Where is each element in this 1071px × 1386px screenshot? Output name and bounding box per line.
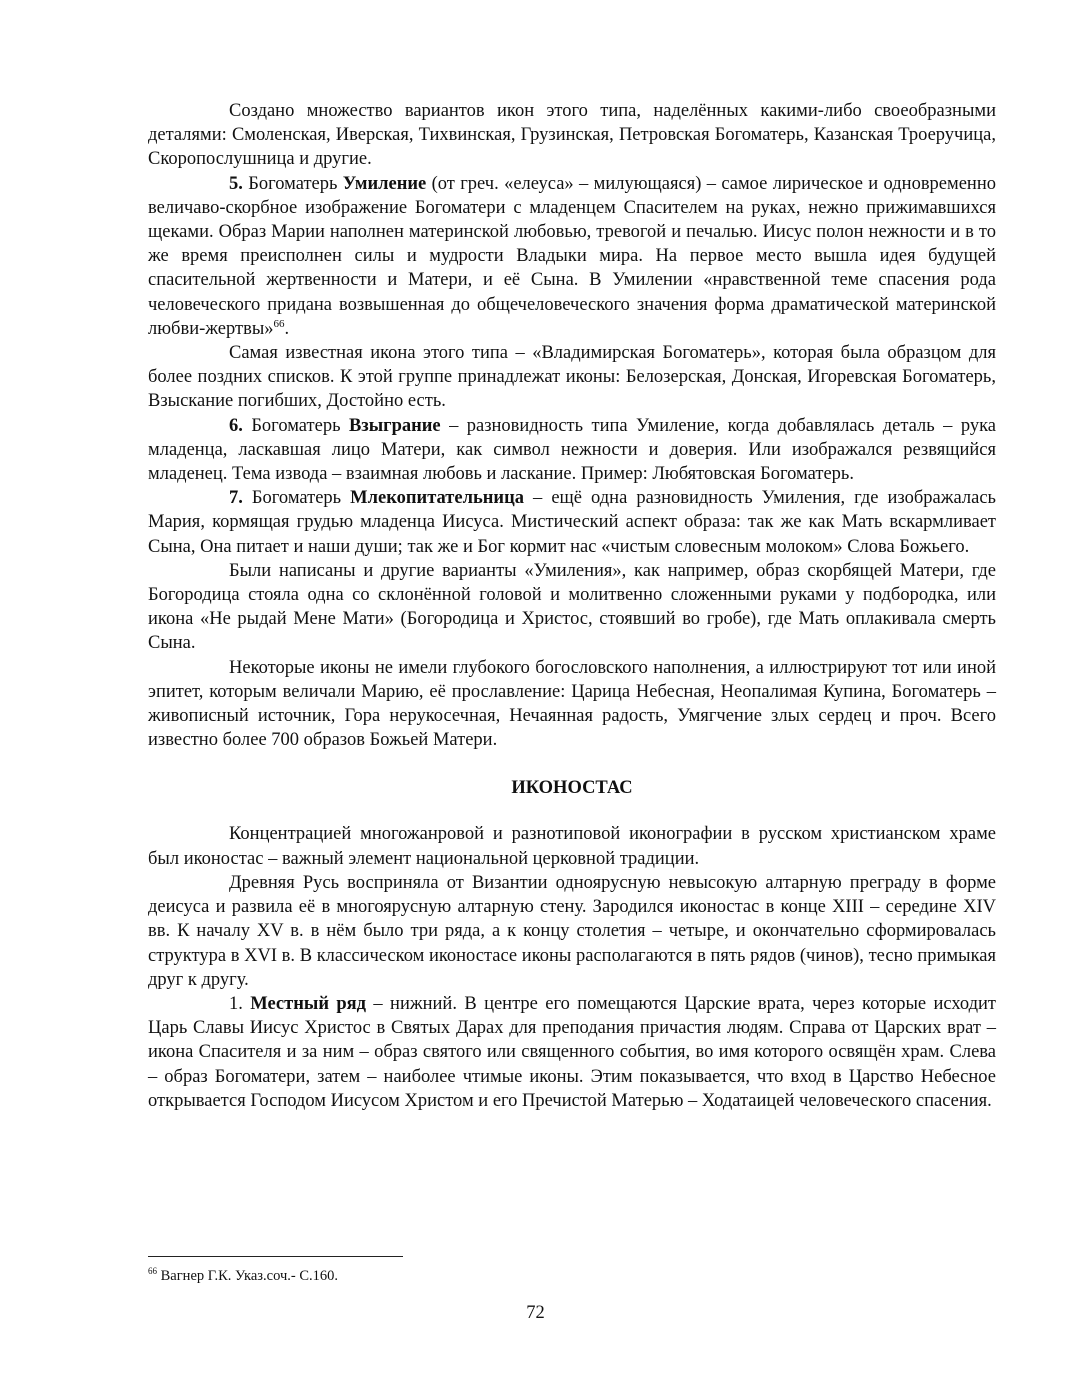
footnote-reference: 66 [273, 317, 285, 330]
paragraph-other-variants: Были написаны и другие варианты «Умиления», как например, образ скорбящей Матери, где Богородица стояла одна со склонённой головой и молитвенно сложенными руками у подбородка, или икона «Не рыдай Мене Мати» (Богородица и Христос, стоявший во гробе), где Мать оплакивала смерть Сына. [148, 560, 996, 654]
paragraph-vladimirskaya: Самая известная икона этого типа – «Владимирская Богоматерь», которая была образцом для более поздних списков. К этой группе принадлежат иконы: Белозерская, Донская, Игоревская Богоматерь, Взыскание погибших, Достойно есть. [148, 343, 996, 412]
item-prefix: Богоматерь [242, 415, 349, 436]
paragraph-vzygranie [148, 414, 996, 487]
paragraph-iconostasis-history: Древняя Русь восприняла от Византии одноярусную невысокую алтарную преграду в форме деисуса и развила её в многоярусную алтарную стену. Зародился иконостас в конце XIII – середине XIV вв. К началу XV в. в нём было три ряда, а к концу столетия – четыре, и окончательно сформировалась структура в XVI в. В классическом иконостасе иконы располагаются в пять рядов (чинов), тесно примыкая друг к другу. [148, 872, 996, 990]
item-term: Млекопитательница [350, 488, 524, 509]
item-term: Умиление [342, 173, 427, 194]
item-text: – разновидность типа Умиление, когда добавлялась деталь – рука младенца, ласкавшая лицо Матери, как символ нежности и доверия. Или изображался резвящийся младенец. Тема извода – взаимная любовь и ласкание. Пример: Любятовская Богоматерь. [148, 415, 996, 485]
item-term: Взыграние [348, 415, 441, 436]
page-body [148, 99, 996, 1113]
item-text: (от греч. «елеуса» – милующаяся) – самое лирическое и одновременно величаво-скорбное изображение Богоматери с младенцем Спасителем на руках, нежно прижимавшихся щеками. Образ Марии наполнен материнской любовью, тревогой и печалью. Иисус полон нежности и в то же время преисполнен силы и мудрости Владыки мира. На первое место вышла идея будущей спасительной жертвенности и Матери, и её Сына. В Умилении «нравственной теме спасения рода человеческого придана возвышенная до общечеловеческого значения форма драматической материнской любви-жертвы» [148, 173, 996, 339]
footnote-text: Вагнер Г.К. Указ.соч.- С.160. [157, 1268, 339, 1284]
page-number: 72 [526, 1303, 545, 1323]
item-prefix: Богоматерь [242, 173, 343, 194]
paragraph-icon-variants: Создано множество вариантов икон этого типа, наделённых какими-либо своеобразными деталями: Смоленская, Иверская, Тихвинская, Грузинская, Петровская Богоматерь, Казанская Троеручица, Скоропослушница и другие. [148, 101, 996, 170]
item-number: 1. [229, 993, 243, 1014]
paragraph-epithets: Некоторые иконы не имели глубокого богословского наполнения, а иллюстрируют тот или иной эпитет, которым величали Марию, её прославление: Царица Небесная, Неопалимая Купина, Богоматерь – живописный источник, Гора нерукосечная, Нечаянная радость, Умягчение злых сердец и проч. Всего известно более 700 образов Божьей Матери. [148, 657, 996, 751]
item-prefix: Богоматерь [242, 488, 351, 509]
paragraph-iconostasis-intro: Концентрацией многожанровой и разнотиповой иконографии в русском христианском храме был иконостас – важный элемент национальной церковной традиции. [148, 824, 996, 869]
item-text: – нижний. В центре его помещаются Царские врата, через которые исходит Царь Славы Иисус Христос в Святых Дарах для преподания причастия людям. Справа от Царских врат – икона Спасителя и за ним – образ святого или священного события, во имя которого освящён храм. Слева – образ Богоматери, затем – наиболее чтимые иконы. Этим показывается, что вход в Царство Небесное открывается Господом Иисусом Христом и его Пречистой Матерью – Ходатаицей человеческого спасения. [148, 993, 996, 1111]
paragraph-umilenie [148, 172, 996, 341]
section-heading: ИКОНОСТАС [511, 778, 633, 799]
item-term: Местный ряд [250, 993, 367, 1014]
item-end: . [284, 318, 290, 339]
item-text: – ещё одна разновидность Умиления, где изображалась Мария, кормящая грудью младенца Иисуса. Мистический аспект образа: так же как Мать вскармливает Сына, Она питает и наши души; так же и Бог кормит нас «чистым словесным молоком» Слова Божьего. [148, 488, 996, 557]
footnote-divider [148, 1256, 403, 1257]
footnote [148, 1267, 338, 1285]
item-number: 6. [229, 415, 243, 436]
paragraph-mlekopitatelnitsa [148, 486, 996, 559]
item-number: 5. [229, 173, 243, 194]
paragraph-local-row [148, 992, 996, 1113]
footnote-mark: 66 [148, 1266, 157, 1277]
item-number: 7. [229, 488, 243, 509]
